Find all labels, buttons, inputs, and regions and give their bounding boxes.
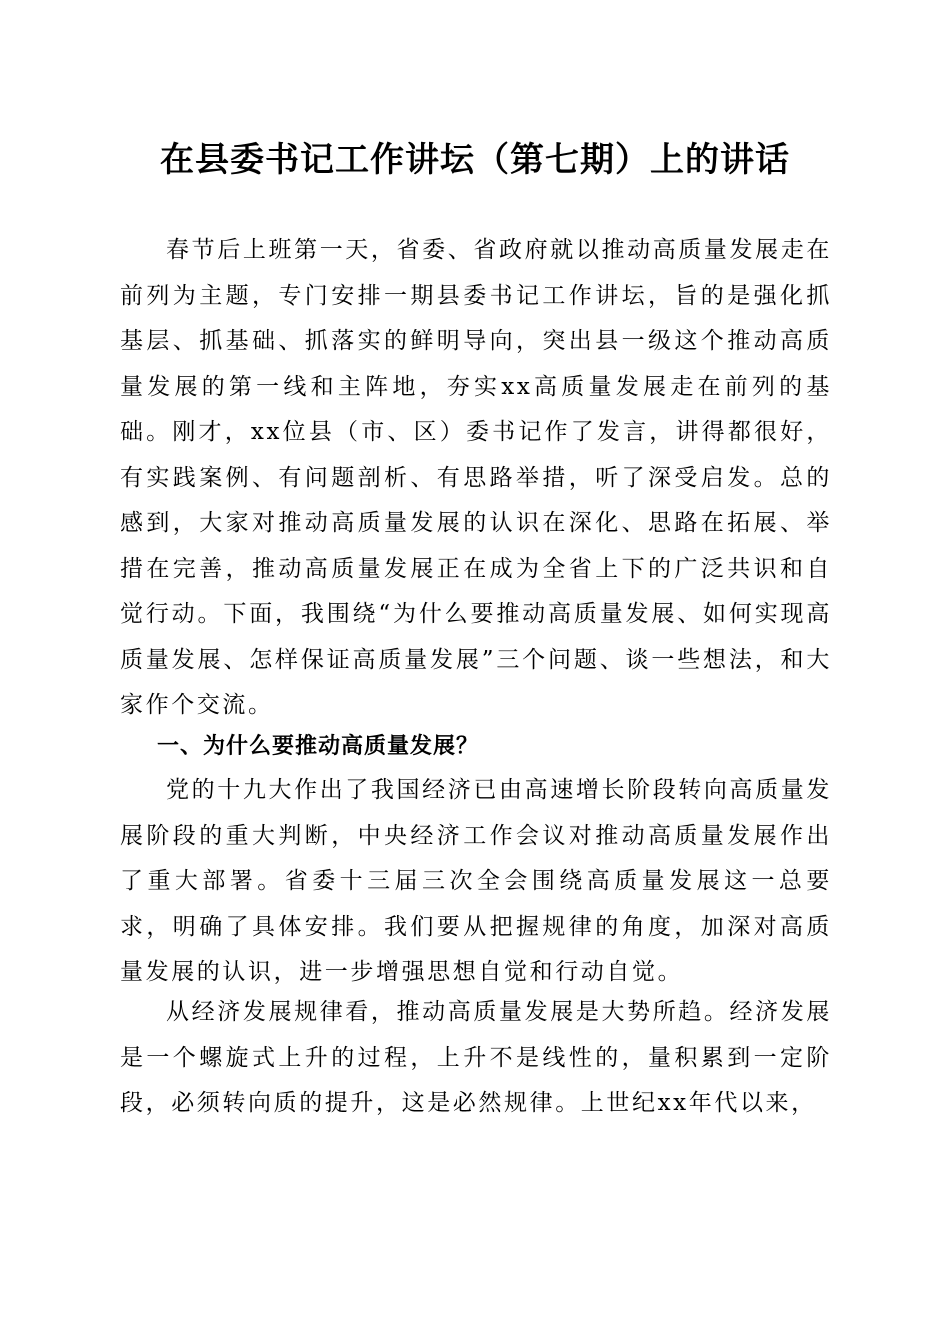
document-title: 在县委书记工作讲坛（第七期）上的讲话 <box>160 140 790 180</box>
section-heading: 一、为什么要推动高质量发展？ <box>157 734 480 759</box>
intro-paragraph: 春节后上班第一天，省委、省政府就以推动高质量发展走在前列为主题，专门安排一期县委书记工作讲坛，旨的是强化抓基层、抓基础、抓落实的鲜明导向，突出县一级这个推动高质量发展的第一线和主阵地，夯实xx高质量发展走在前列的基础。刚才，xx位县（市、区）委书记作了发言，讲得都很好，有实践案例、有问题剖析、有思路举措，听了深受启发。总的感到，大家对推动高质量发展的认识在深化、思路在拓展、举措在完善，推动高质量发展正在成为全省上下的广泛共识和自觉行动。下面，我围绕“为什么要推动高质量发展、如何实现高质量发展、怎样保证高质量发展”三个问题、谈一些想法，和大家作个交流。 <box>120 237 832 718</box>
section-paragraph-1: 党的十九大作出了我国经济已由高速增长阶段转向高质量发展阶段的重大判断，中央经济工作会议对推动高质量发展作出了重大部署。省委十三届三次全会围绕高质量发展这一总要求，明确了具体安排。我们要从把握规律的角度，加深对高质量发展的认识，进一步增强思想自觉和行动自觉。 <box>120 777 832 985</box>
section-paragraph-2: 从经济发展规律看，推动高质量发展是大势所趋。经济发展是一个螺旋式上升的过程，上升不是线性的，量积累到一定阶段，必须转向质的提升，这是必然规律。上世纪xx年代以来， <box>120 999 832 1116</box>
